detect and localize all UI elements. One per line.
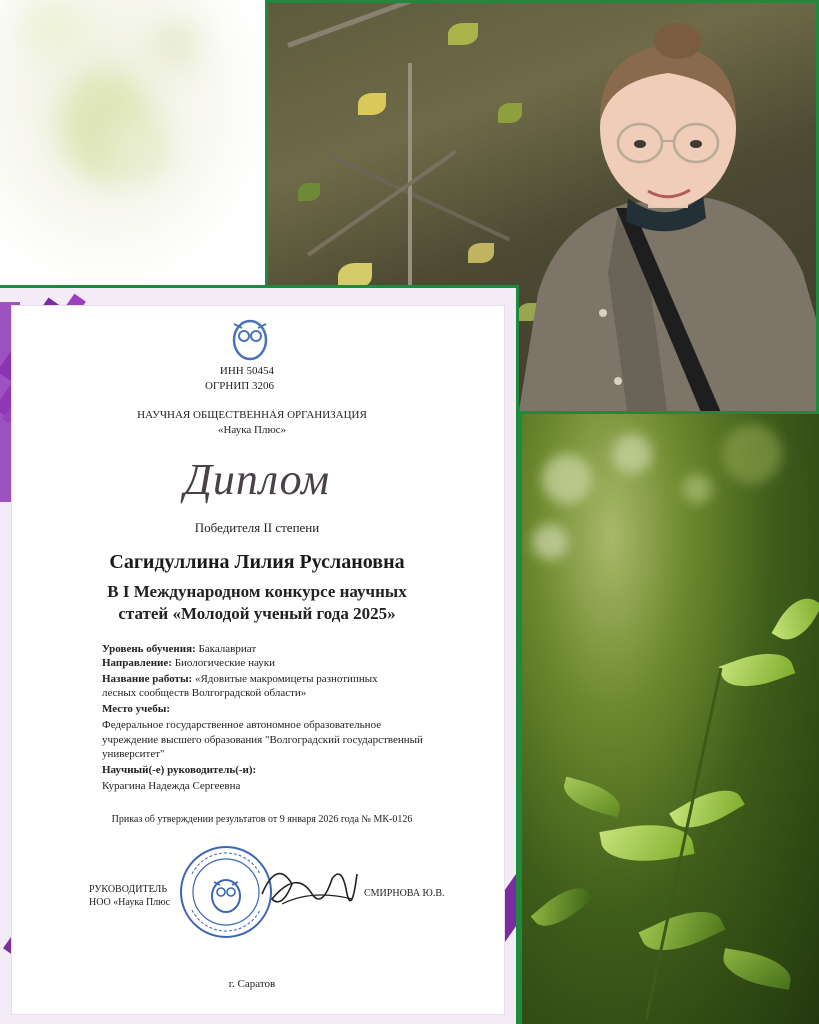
level-value: Бакалавриат <box>198 643 257 655</box>
level-label: Уровень обучения: <box>102 643 196 655</box>
direction-value: Биологические науки <box>174 657 276 669</box>
study-line-1: Федеральное государственное автономное образовательное <box>102 719 382 731</box>
direction-label: Направление: <box>102 657 172 669</box>
diploma <box>0 285 519 1024</box>
owl-logo-icon <box>230 316 270 362</box>
head-org: НОО «Наука Плюс <box>89 897 171 908</box>
diploma-title: Диплом <box>183 455 331 504</box>
org-name: НАУЧНАЯ ОБЩЕСТВЕННАЯ ОРГАНИЗАЦИЯ <box>137 409 367 421</box>
diploma-subtitle: Победителя II степени <box>194 520 320 535</box>
level-row <box>102 642 462 656</box>
inn: ИНН 50454 <box>219 365 274 377</box>
winner-name: Сагидуллина Лилия Руслановна <box>109 551 405 573</box>
contest-line-2: статей «Молодой ученый года 2025» <box>118 604 396 623</box>
work-value-line-2: лесных сообществ Волгоградской области» <box>102 687 307 699</box>
contest-line-1: В I Международном конкурсе научных <box>107 582 407 601</box>
blurred-foliage-panel <box>0 0 265 285</box>
ogrnip: ОГРНИП 3206 <box>204 380 274 392</box>
work-value-line-1: «Ядовитые макромицеты разнотипных <box>194 673 378 685</box>
study-line-3: университет" <box>102 748 165 760</box>
direction-row <box>102 656 462 670</box>
head-name: СМИРНОВА Ю.В. <box>364 888 445 899</box>
person-selfie <box>498 13 819 414</box>
study-label: Место учебы: <box>102 703 170 715</box>
supervisor-label: Научный(-е) руководитель(-и): <box>102 764 257 776</box>
signature <box>252 854 362 924</box>
green-leaves-photo <box>519 414 819 1024</box>
supervisor-value: Курагина Надежда Сергеевна <box>102 780 241 792</box>
work-row <box>102 672 482 686</box>
diploma-paper <box>12 306 504 1014</box>
study-line-2: учреждение высшего образования "Волгоградский государственный <box>102 734 423 746</box>
city: г. Саратов <box>228 978 276 990</box>
work-label: Название работы: <box>102 673 193 685</box>
org-quote: «Наука Плюс» <box>217 424 287 436</box>
order-text: Приказ об утверждении результатов от 9 января 2026 года № МК-0126 <box>111 814 413 825</box>
head-title: РУКОВОДИТЕЛЬ <box>89 884 168 895</box>
